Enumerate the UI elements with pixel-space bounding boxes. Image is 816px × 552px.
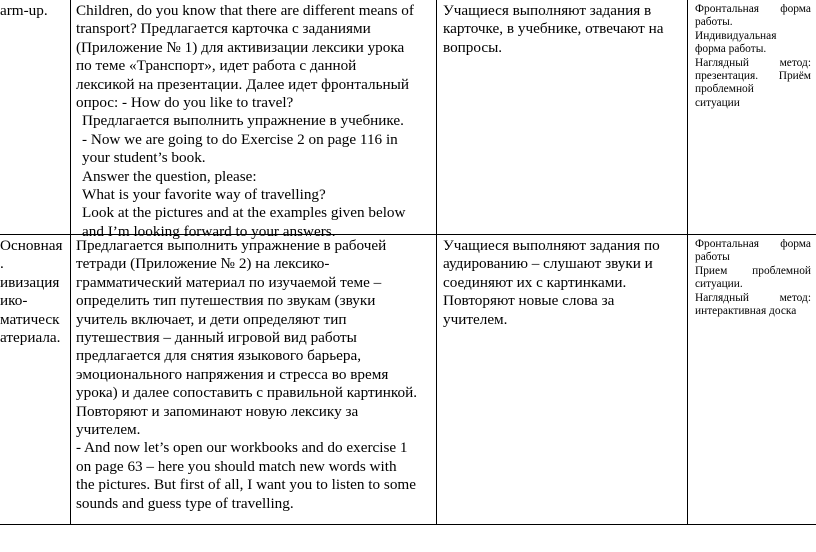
teacher-text: путешествия – данный игровой вид работы — [76, 329, 357, 347]
forms-line — [695, 70, 811, 83]
stage-text: ико- — [0, 292, 28, 310]
forms-line — [695, 16, 811, 29]
forms-line — [695, 83, 811, 96]
teacher-text: эмоционального напряжения и стресса во время — [76, 365, 389, 383]
column-divider-3 — [687, 0, 688, 525]
forms-line — [695, 3, 811, 16]
row1-stage-cell — [0, 2, 68, 20]
teacher-text: on page 63 – here you should match new words with — [76, 457, 397, 475]
forms-line — [695, 238, 811, 251]
students-text: Повторяют новые слова за — [443, 292, 615, 310]
row1-students-cell — [443, 2, 685, 57]
teacher-text: Children, do you know that there are different means of — [76, 2, 414, 19]
forms-word: ситуации — [695, 96, 740, 109]
stage-text: ивизация — [0, 273, 60, 291]
forms-word: проблемной — [752, 264, 811, 277]
teacher-text: Предлагается выполнить упражнение в учебнике. — [82, 112, 404, 130]
teacher-text: Повторяют и запоминают новую лексику за — [76, 402, 359, 420]
forms-line — [695, 57, 811, 70]
teacher-text: предлагается для снятия языкового барьера, — [76, 347, 362, 365]
teacher-text: учителем. — [76, 421, 141, 439]
teacher-text: грамматический материал по изучаемой теме – — [76, 273, 382, 291]
forms-word: Фронтальная — [695, 3, 760, 15]
forms-word: презентация. — [695, 70, 759, 83]
forms-word: форма — [780, 238, 811, 250]
forms-word: интерактивная доска — [695, 305, 797, 318]
row1-forms-cell — [695, 3, 811, 110]
forms-word: метод: — [779, 56, 811, 69]
forms-word: Прием — [695, 264, 728, 277]
students-text: аудированию – слушают звуки и — [443, 255, 653, 273]
teacher-text: What is your favorite way of travelling? — [82, 186, 326, 204]
forms-line — [695, 265, 811, 278]
students-text: карточке, в учебнике, отвечают на — [443, 20, 664, 38]
teacher-text: учитель включает, и дети определяют тип — [76, 310, 347, 328]
forms-line — [695, 97, 811, 110]
forms-word: Наглядный — [695, 56, 749, 69]
students-text: соединяют их с картинками. — [443, 273, 627, 291]
forms-word: форма — [780, 3, 811, 15]
teacher-text: Предлагается выполнить упражнение в рабочей — [76, 237, 387, 254]
stage-text: атериала. — [0, 329, 61, 347]
teacher-text: Look at the pictures and at the examples given below — [82, 204, 406, 222]
row2-stage-cell — [0, 237, 68, 347]
forms-word: Приём — [778, 70, 811, 83]
row2-forms-cell — [695, 238, 811, 318]
students-text: учителем. — [443, 310, 508, 328]
column-divider-2 — [436, 0, 437, 525]
teacher-text: лексикой на презентации. Далее идет фронтальный — [76, 75, 409, 93]
teacher-text: - And now let’s open our workbooks and do exercise 1 — [76, 439, 408, 457]
forms-word: проблемной — [695, 83, 754, 96]
column-divider-1 — [70, 0, 71, 525]
row2-students-cell — [443, 237, 685, 329]
teacher-text: урока) и далее сопоставить с правильной картинкой. — [76, 384, 418, 402]
teacher-text: тетради (Приложение № 2) на лексико- — [76, 255, 330, 273]
table-bottom-border — [0, 524, 816, 525]
row2-teacher-cell — [76, 237, 434, 513]
forms-line — [695, 43, 811, 56]
forms-word: работы. — [695, 16, 733, 29]
teacher-text: - Now we are going to do Exercise 2 on page 116 in — [82, 130, 398, 148]
students-text: Учащиеся выполняют задания в — [443, 2, 652, 19]
teacher-text: and I’m looking forward to your answers. — [82, 222, 336, 240]
teacher-text: sounds and guess type of travelling. — [76, 494, 294, 512]
forms-word: Индивидуальная — [695, 29, 777, 42]
teacher-text: определить тип путешествия по звукам (звуки — [76, 292, 376, 310]
forms-line — [695, 292, 811, 305]
teacher-text: your student’s book. — [82, 149, 206, 167]
teacher-text: по теме «Транспорт», идет работа с данной — [76, 57, 357, 75]
teacher-text: transport? Предлагается карточка с заданиями — [76, 20, 371, 38]
stage-text: матическ — [0, 310, 60, 328]
forms-word: работы — [695, 251, 730, 264]
forms-line — [695, 30, 811, 43]
forms-word: Фронтальная — [695, 238, 760, 250]
forms-line — [695, 251, 811, 264]
teacher-text: the pictures. But first of all, I want you to listen to some — [76, 476, 416, 494]
teacher-text: Answer the question, please: — [82, 167, 257, 185]
stage-text: arm-up. — [0, 2, 48, 19]
forms-line — [695, 278, 811, 291]
teacher-text: опрос: - How do you like to travel? — [76, 94, 294, 112]
row1-teacher-cell — [76, 2, 434, 241]
students-text: Учащиеся выполняют задания по — [443, 237, 660, 254]
forms-word: ситуации. — [695, 278, 743, 291]
stage-text: Основная — [0, 237, 63, 254]
forms-word: метод: — [779, 291, 811, 304]
stage-text: . — [0, 255, 4, 273]
forms-word: форма работы. — [695, 43, 767, 56]
students-text: вопросы. — [443, 38, 503, 56]
forms-word: Наглядный — [695, 291, 749, 304]
forms-line — [695, 305, 811, 318]
teacher-text: (Приложение № 1) для активизации лексики урока — [76, 38, 405, 56]
